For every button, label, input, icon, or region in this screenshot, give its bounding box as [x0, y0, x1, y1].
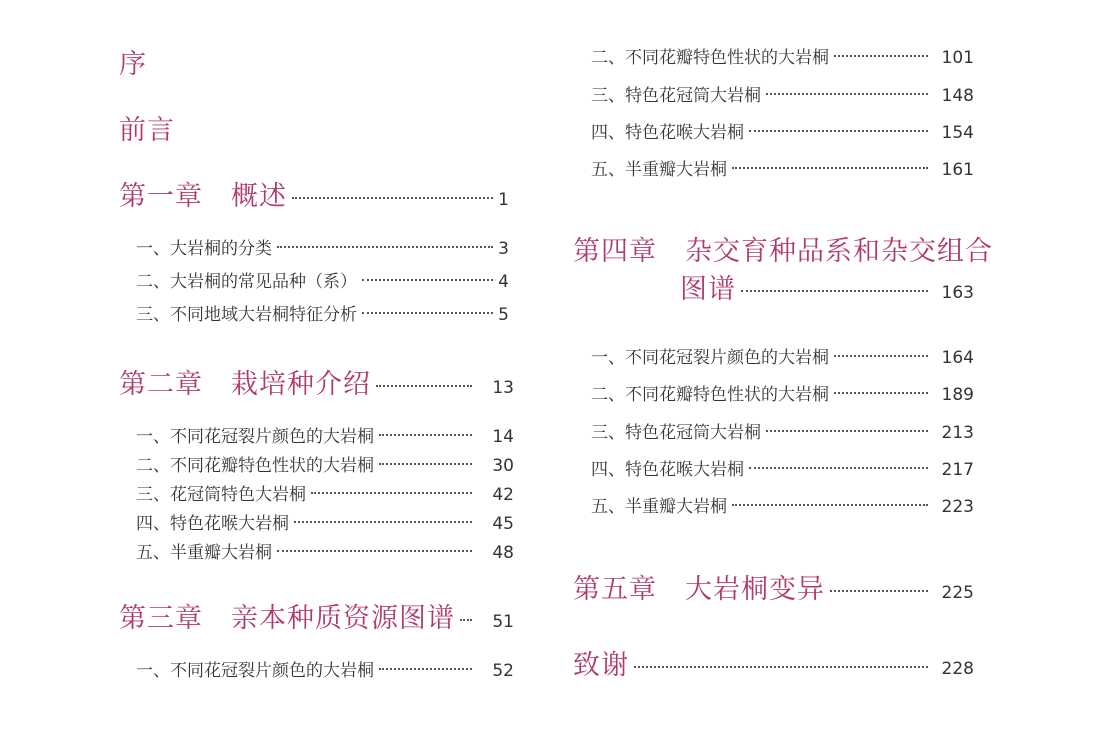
section-title: 一、不同花冠裂片颜色的大岩桐	[591, 348, 829, 368]
toc-section-entry[interactable]	[136, 509, 514, 534]
toc-section-entry[interactable]	[591, 81, 974, 106]
chapter-5-entry[interactable]	[573, 567, 974, 606]
page-number: 189	[941, 385, 974, 405]
page-number: 48	[492, 543, 514, 563]
dot-leader	[749, 130, 928, 132]
page-number: 161	[941, 160, 974, 180]
dot-leader	[741, 290, 928, 292]
dot-leader	[834, 355, 928, 357]
page-number: 217	[941, 460, 974, 480]
dot-leader	[830, 590, 928, 592]
dot-leader	[292, 197, 493, 199]
section-title: 一、不同花冠裂片颜色的大岩桐	[136, 427, 374, 447]
section-title: 二、大岩桐的常见品种（系）	[136, 272, 357, 292]
dot-leader	[311, 492, 472, 494]
section-title: 五、半重瓣大岩桐	[591, 497, 727, 517]
toc-section-entry[interactable]	[136, 656, 514, 681]
page-number: 1	[498, 190, 509, 210]
dot-leader	[379, 668, 472, 670]
page-number: 30	[492, 456, 514, 476]
toc-section-entry[interactable]	[591, 118, 974, 143]
page-number: 42	[492, 485, 514, 505]
chapter-4-entry[interactable]	[680, 267, 974, 306]
dot-leader	[460, 619, 472, 621]
page-number: 3	[498, 239, 509, 259]
dot-leader	[277, 550, 472, 552]
section-title: 五、半重瓣大岩桐	[591, 160, 727, 180]
page-number: 228	[941, 659, 974, 679]
page-number: 14	[492, 427, 514, 447]
page-number: 164	[941, 348, 974, 368]
toc-section-entry[interactable]	[591, 155, 974, 180]
dot-leader	[379, 434, 472, 436]
toc-section-entry[interactable]	[591, 455, 974, 480]
toc-section-entry[interactable]	[136, 422, 514, 447]
section-title: 一、大岩桐的分类	[136, 239, 272, 259]
dot-leader	[362, 279, 493, 281]
dot-leader	[376, 385, 472, 387]
section-title: 三、特色花冠筒大岩桐	[591, 86, 761, 106]
dot-leader	[732, 504, 928, 506]
page-number: 154	[941, 123, 974, 143]
section-title: 四、特色花喉大岩桐	[591, 123, 744, 143]
chapter-3-entry[interactable]	[119, 596, 514, 635]
dot-leader	[379, 463, 472, 465]
toc-section-entry[interactable]	[591, 418, 974, 443]
section-title: 三、特色花冠筒大岩桐	[591, 423, 761, 443]
section-title: 一、不同花冠裂片颜色的大岩桐	[136, 661, 374, 681]
dot-leader	[834, 392, 928, 394]
section-title: 二、不同花瓣特色性状的大岩桐	[591, 48, 829, 68]
dot-leader	[732, 167, 928, 169]
chapter-1-entry[interactable]	[119, 174, 509, 213]
page-number: 223	[941, 497, 974, 517]
section-title: 三、不同地域大岩桐特征分析	[136, 305, 357, 325]
dot-leader	[749, 467, 928, 469]
toc-section-entry[interactable]	[591, 43, 974, 68]
chapter-title: 第一章 概述	[119, 181, 287, 212]
chapter-title: 第二章 栽培种介绍	[119, 369, 371, 400]
page-number: 163	[941, 283, 974, 303]
page-number: 45	[492, 514, 514, 534]
preface-heading[interactable]: 序	[119, 49, 147, 80]
dot-leader	[362, 312, 493, 314]
page-number: 52	[492, 661, 514, 681]
toc-section-entry[interactable]	[136, 300, 509, 325]
toc-section-entry[interactable]	[591, 380, 974, 405]
toc-section-entry[interactable]	[136, 451, 514, 476]
dot-leader	[294, 521, 472, 523]
chapter-title: 致谢	[573, 650, 629, 681]
toc-section-entry[interactable]	[591, 492, 974, 517]
toc-section-entry[interactable]	[136, 234, 509, 259]
dot-leader	[766, 93, 928, 95]
page-number: 51	[492, 612, 514, 632]
page-number: 5	[498, 305, 509, 325]
page-number: 148	[941, 86, 974, 106]
page-number: 213	[941, 423, 974, 443]
chapter-title: 图谱	[680, 274, 736, 305]
toc-section-entry[interactable]	[591, 343, 974, 368]
section-title: 四、特色花喉大岩桐	[136, 514, 289, 534]
page-number: 13	[492, 378, 514, 398]
section-title: 二、不同花瓣特色性状的大岩桐	[136, 456, 374, 476]
toc-section-entry[interactable]	[136, 538, 514, 563]
chapter-4-title-line1[interactable]: 第四章 杂交育种品系和杂交组合	[573, 236, 993, 267]
section-title: 三、花冠筒特色大岩桐	[136, 485, 306, 505]
toc-section-entry[interactable]	[136, 267, 509, 292]
toc-section-entry[interactable]	[136, 480, 514, 505]
page-number: 4	[498, 272, 509, 292]
section-title: 二、不同花瓣特色性状的大岩桐	[591, 385, 829, 405]
section-title: 四、特色花喉大岩桐	[591, 460, 744, 480]
dot-leader	[834, 55, 928, 57]
page-number: 225	[941, 583, 974, 603]
dot-leader	[766, 430, 928, 432]
acknowledgements-entry[interactable]	[573, 643, 974, 682]
foreword-heading[interactable]: 前言	[119, 115, 175, 146]
section-title: 五、半重瓣大岩桐	[136, 543, 272, 563]
chapter-title: 第五章 大岩桐变异	[573, 574, 825, 605]
page-number: 101	[941, 48, 974, 68]
chapter-2-entry[interactable]	[119, 362, 514, 401]
chapter-title: 第三章 亲本种质资源图谱	[119, 603, 455, 634]
dot-leader	[634, 666, 928, 668]
dot-leader	[277, 246, 493, 248]
